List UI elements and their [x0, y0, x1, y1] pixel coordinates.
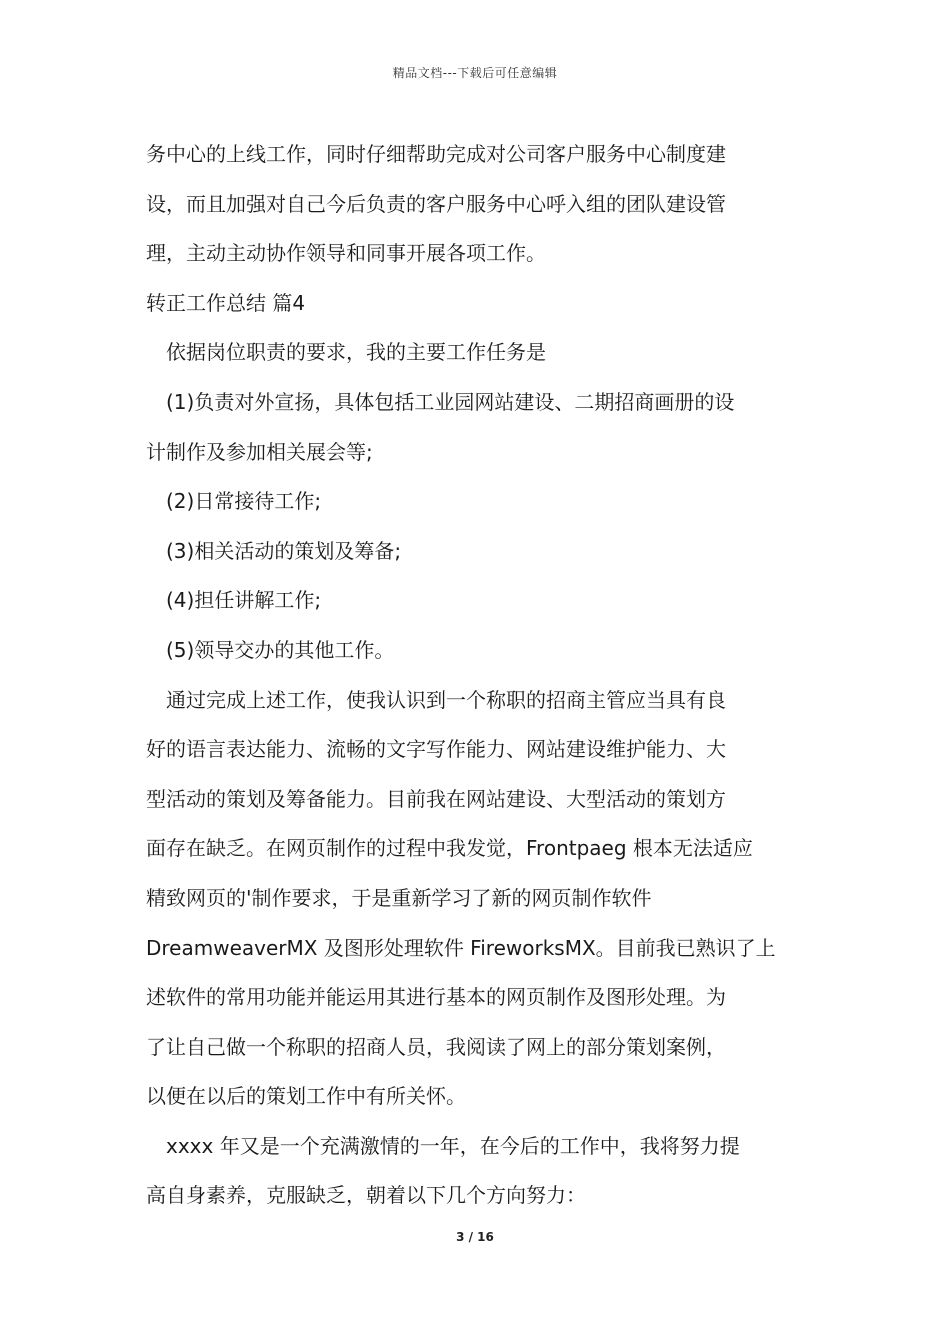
paragraph-line: 面存在缺乏。在网页制作的过程中我发觉，Frontpaeg 根本无法适应: [146, 836, 753, 861]
paragraph-line: 理，主动主动协作领导和同事开展各项工作。: [146, 241, 546, 266]
paragraph-line: 计制作及参加相关展会等;: [146, 439, 373, 464]
paragraph-line: 好的语言表达能力、流畅的文字写作能力、网站建设维护能力、大: [146, 737, 726, 762]
paragraph-line: 务中心的上线工作，同时仔细帮助完成对公司客户服务中心制度建: [146, 142, 726, 166]
list-item: (2)日常接待工作;: [166, 489, 322, 514]
paragraph-line: DreamweaverMX 及图形处理软件 FireworksMX。目前我已熟识了上: [146, 935, 776, 960]
page-number: 3 / 16: [456, 1230, 494, 1244]
paragraph-line: xxxx 年又是一个充满激情的一年，在今后的工作中，我将努力提: [166, 1133, 740, 1158]
list-item: (4)担任讲解工作;: [166, 588, 322, 613]
section-heading: 转正工作总结 篇4: [146, 290, 306, 315]
document-body: [146, 130, 806, 1221]
list-item: (1)负责对外宣扬，具体包括工业园网站建设、二期招商画册的设: [166, 389, 735, 414]
paragraph-line: 精致网页的'制作要求，于是重新学习了新的网页制作软件: [146, 885, 652, 910]
paragraph-line: 设，而且加强对自己今后负责的客户服务中心呼入组的团队建设管: [146, 191, 726, 216]
paragraph-line: 高自身素养，克服缺乏，朝着以下几个方向努力：: [146, 1183, 586, 1208]
list-item: (5)领导交办的其他工作。: [166, 637, 395, 662]
paragraph-line: 依据岗位职责的要求，我的主要工作任务是: [166, 340, 546, 365]
paragraph-line: 型活动的策划及筹备能力。目前我在网站建设、大型活动的策划方: [146, 786, 726, 811]
paragraph-line: 了让自己做一个称职的招商人员，我阅读了网上的部分策划案例，: [146, 1034, 726, 1059]
list-item: (3)相关活动的策划及筹备;: [166, 538, 402, 563]
paragraph-line: 通过完成上述工作，使我认识到一个称职的招商主管应当具有良: [166, 687, 726, 712]
paragraph-line: 述软件的常用功能并能运用其进行基本的网页制作及图形处理。为: [146, 985, 726, 1010]
paragraph-line: 以便在以后的策划工作中有所关怀。: [146, 1084, 466, 1109]
page-header: 精品文档---下载后可任意编辑: [392, 66, 558, 80]
